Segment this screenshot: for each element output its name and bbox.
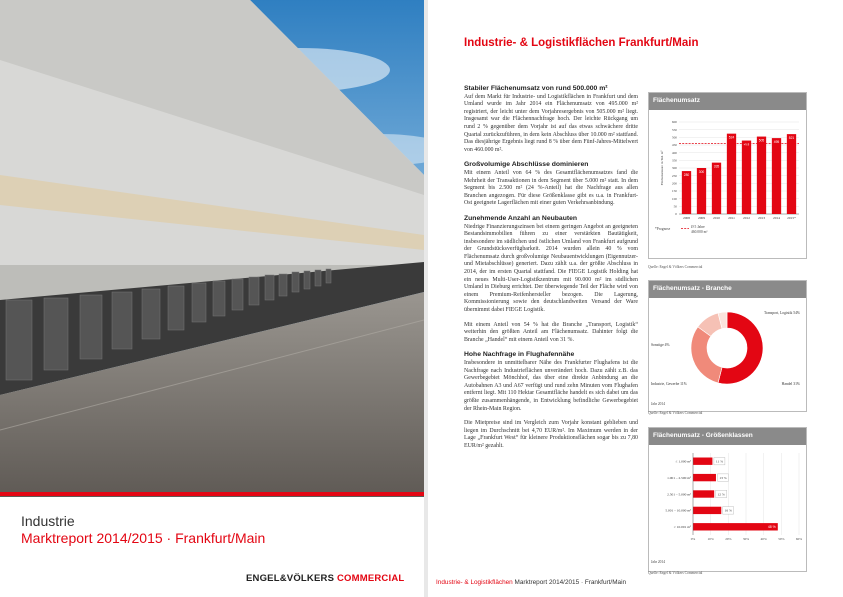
x-tick-label: 20%: [725, 537, 732, 541]
x-tick-label: 40%: [760, 537, 767, 541]
x-tick-label: 2008: [683, 216, 690, 220]
bar: [727, 134, 736, 214]
category-label: ≥ 10.001 m²: [673, 525, 691, 530]
brand-logo: [246, 573, 404, 584]
y-tick-label: 350: [671, 158, 677, 163]
bar: [682, 171, 691, 214]
bar-value-label: 495: [773, 140, 780, 145]
page-title: Industrie- & Logistikflächen Frankfurt/Main: [464, 37, 699, 49]
section-heading: Hohe Nachfrage in Flughafennähe: [464, 351, 575, 359]
y-tick-label: 0: [675, 212, 677, 217]
section-paragraph: Mit einem Anteil von 54 % hat die Branche „Transport, Logistik“ weiterhin den größten Anteil am Flächenumsatz. Dahinter folgt die Branche „Handel“ mit einem Anteil von 31 %.: [464, 321, 638, 343]
category-label: 1.001 – 2.500 m²: [667, 475, 691, 480]
bar-value-label: 521: [788, 136, 795, 141]
cover-title-line1: Industrie: [21, 513, 75, 529]
y-tick-label: 250: [671, 173, 677, 178]
panel-branche: [648, 280, 807, 412]
panel-title: Flächenumsatz - Branche: [649, 281, 806, 298]
x-tick-label: 2014: [773, 216, 780, 220]
section-paragraph: Niedrige Finanzierungszinsen bei einem geringen Angebot an geeigneten Bestandsimmobilien führen zu einer verstärkten Bautätigkeit, insbesondere im südlichen und östlichen Umland von Frankfurt aufgrund der Grundstücksverfügbarkeit. 2014 wurden allein 40 % vom Flächenumsatz durch großvolumige Neubauentwicklungen (Eigennutzer- und Mietabschlüsse) generiert. Dazu zählt u.a. der größte Abschluss in 2014, der im ersten Quartal stattfand. Die FIEGE Logistik Holding hat ein neues Multi-User-Logistikzentrum mit 90.000 m² im südlichen Umland in Dieburg errichtet. Der überwiegende Teil der Fläche wird von einem Premium-Reifenhersteller bezogen. Die Lagerung, Kommissionierung sowie den deutschlandweiten Versand der Ware übernimmt dabei FIEGE Logistik.: [464, 223, 638, 314]
footer-topic: Industrie- & Logistikflächen: [436, 579, 513, 586]
text-column: [464, 85, 638, 458]
slice-label: Transport, Logistik 54%: [763, 311, 800, 315]
bar-value-label: 505: [758, 138, 765, 143]
bar-value-label: 12 %: [717, 492, 725, 497]
panel-groessenklassen: [648, 427, 807, 572]
y-tick-label: 100: [671, 196, 677, 201]
logo-brand: ENGEL&VÖLKERS: [246, 573, 335, 584]
page-footer: [436, 579, 626, 586]
category-label: 2.501 – 5.000 m²: [667, 492, 691, 497]
category-label: 5.001 – 10.000 m²: [665, 508, 691, 513]
bar-value-label: 524: [728, 135, 735, 140]
warehouse-illustration: [0, 0, 424, 497]
chart-note: Jahr 2014: [651, 402, 666, 406]
section-heading: Großvolumige Abschlüsse dominieren: [464, 161, 589, 169]
bar-value-label: 11 %: [715, 459, 724, 464]
y-tick-label: 500: [671, 135, 677, 140]
bar: [693, 474, 716, 481]
slice-label: Handel 31%: [781, 382, 800, 386]
bar: [757, 137, 766, 214]
footer-report: Marktreport 2014/2015 · Frankfurt/Main: [512, 579, 627, 586]
category-label: ≤ 1.000 m²: [675, 459, 691, 464]
y-tick-label: 600: [671, 120, 677, 125]
section-paragraph: Insbesondere in unmittelbarer Nähe des Frankfurter Flughafens ist die Nachfrage nach Industrieflächen unverändert hoch. Dazu zählt z.B. das Gewerbegebiet Mönchhof, das über eine direkte Anbindung an die Autobahnen A3 und A67 verfügt und rund zehn Minuten vom Flughafen entfernt liegt. Mit 110 Hektar Gesamtfläche handelt es sich dabei um das größte zusammenhängende, in Entwicklung befindliche Gewerbegebiet der Rhein-Main Region.: [464, 360, 638, 412]
x-tick-label: 2009: [698, 216, 705, 220]
y-tick-label: 150: [671, 189, 677, 194]
x-tick-label: 2010: [713, 216, 720, 220]
legend-forecast: *Prognose: [655, 227, 671, 231]
x-tick-label: 60%: [795, 537, 803, 541]
bar: [787, 134, 796, 214]
bar: [693, 523, 778, 530]
bar: [693, 507, 721, 514]
bar: [693, 490, 714, 497]
section-heading: Zunehmende Anzahl an Neubauten: [464, 214, 578, 222]
x-tick-label: 2015*: [787, 216, 796, 220]
y-tick-label: 50: [673, 204, 677, 209]
panel-flaechenumsatz: [648, 92, 807, 259]
bar-value-label: 479: [743, 142, 750, 147]
x-tick-label: 2011: [728, 216, 735, 220]
x-tick-label: 30%: [742, 537, 750, 541]
legend-average-value: 460.000 m²: [691, 230, 708, 234]
size-class-bar-chart: [649, 445, 806, 571]
cover-title-line2: Marktreport 2014/2015 · Frankfurt/Main: [21, 530, 266, 546]
slice-label: Industrie, Gewerbe 11%: [651, 382, 687, 386]
section-heading: Stabiler Flächenumsatz von rund 500.000 m²: [464, 85, 608, 92]
bar: [712, 163, 721, 214]
slice-label: Sonstige 4%: [651, 343, 670, 347]
bar: [742, 141, 751, 214]
x-tick-label: 2012: [743, 216, 750, 220]
x-tick-label: 10%: [707, 537, 714, 541]
y-tick-label: 200: [671, 181, 677, 186]
bar-value-label: 13 %: [719, 475, 727, 480]
warehouse-photo: [0, 0, 424, 497]
y-axis-label: Flächenumsatz in Tsd. m²: [660, 150, 664, 186]
bar-value-label: 16 %: [724, 508, 732, 513]
annual-bar-chart: [649, 110, 806, 258]
x-tick-label: 2013: [758, 216, 765, 220]
section-paragraph: Die Mietpreise sind im Vergleich zum Vorjahr konstant geblieben und liegen im Durchschnitt bei 4,70 EUR/m². Im Maximum werden in der Lage „Frankfurt West“ für kleinere Produktionsflächen sogar bis zu 7,80 EUR/m² gezahlt.: [464, 420, 638, 449]
bar-value-label: 48 %: [767, 525, 776, 530]
y-tick-label: 550: [671, 127, 677, 132]
source-note: Quelle: Engel & Völkers Commercial: [648, 265, 703, 269]
y-tick-label: 300: [671, 166, 677, 171]
logo-commercial: COMMERCIAL: [336, 573, 405, 584]
donut-slice: [691, 327, 722, 383]
section-paragraph: Mit einem Anteil von 64 % des Gesamtflächenumsatzes fand die Mehrheit der Transaktionen in dem Segment über 5.000 m² statt. In dem Segment bis 2.500 m² (24 %-Anteil) hat die Nachfrage aus allen Branchen angezogen. Für diese Größenklasse gibt es u.a. in Frankfurt-Ost geeignete Lagerflächen mit einer guten Verkehrsanbindung.: [464, 169, 638, 207]
bar: [697, 168, 706, 214]
panel-title: Flächenumsatz - Größenklassen: [649, 428, 806, 445]
legend-average: Ø 5 Jahre: [691, 225, 705, 229]
source-note: Quelle: Engel & Völkers Commercial: [648, 411, 703, 415]
section-paragraph: Auf dem Markt für Industrie- und Logistikflächen in Frankfurt und dem Umland wurde im Jahr 2014 ein Flächenumsatz von 495.000 m² registriert, der leicht unter dem Vorjahresergebnis von 505.000 m² liegt. Insgesamt war die Flächennachfrage hoch. Der leichte Rückgang um rund 2 % gegenüber dem Vorjahr ist auf das etwas schwächere dritte Quartal zurückzuführen, in dem kein Abschluss über 10.000 m² stattfand. Das diesjährige Ergebnis liegt rund 8 % über dem Fünf-Jahres-Mittelwert von 460.000 m².: [464, 93, 638, 153]
bar: [693, 458, 712, 465]
bar-value-label: 335: [713, 164, 720, 169]
source-note: Quelle: Engel & Völkers Commercial: [648, 571, 703, 575]
panel-title: Flächenumsatz: [649, 93, 806, 110]
cover-red-rule: [0, 492, 424, 496]
bar: [772, 138, 781, 214]
y-tick-label: 450: [671, 143, 677, 148]
bar-value-label: 280: [683, 173, 690, 178]
y-tick-label: 400: [671, 150, 677, 155]
x-tick-label: 0%: [690, 537, 696, 541]
bar-value-label: 300: [698, 170, 705, 174]
content-page: [428, 0, 843, 597]
chart-note: Jahr 2014: [651, 560, 666, 564]
branche-donut-chart: [649, 298, 806, 411]
x-tick-label: 50%: [778, 537, 785, 541]
